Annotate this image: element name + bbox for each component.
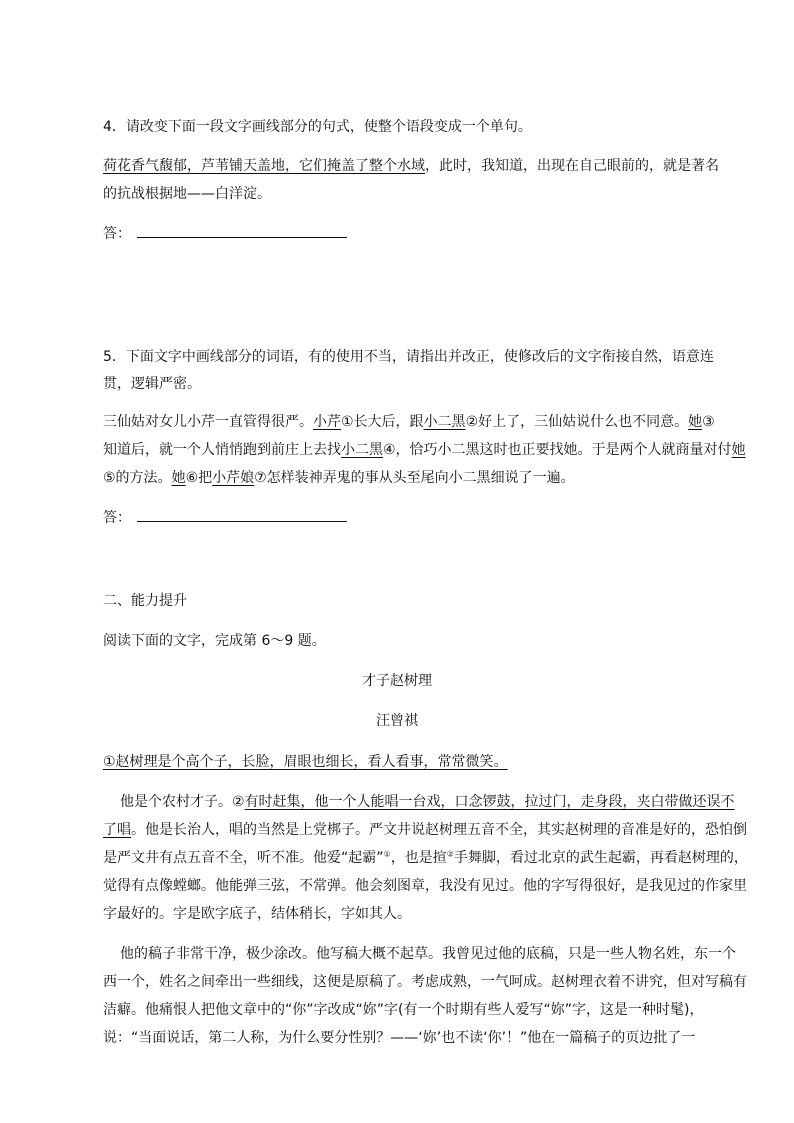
article-p2-line3 (103, 847, 748, 867)
article-p2-line5: 字最好的。字是欧字底子，结体稍长，字如其人。 (103, 906, 411, 922)
q5-text: 三仙姑对女儿小芹一直管得很严。 (103, 414, 313, 430)
article-title: 才子赵树理 (362, 673, 432, 689)
q5-text: ①长大后，跟 (341, 414, 424, 430)
article-p2-line4: 觉得有点像螳螂。他能弹三弦，不常弹。他会刻图章，我没有见过。他的字写得很好，是我见过的作家里 (103, 878, 747, 894)
q5-text: ⑦怎样装神弄鬼的事从头至尾向小二黑细说了一遍。 (254, 470, 575, 486)
article-p3-line3: 洁癖。他痛恨人把他文章中的“你”字改成“妳”字(有一个时期有些人爱写“妳”字，这是一种时髦)， (103, 1002, 704, 1018)
q5-underlined-word: 她 (171, 470, 186, 486)
q5-text: 知道后，就一个人悄悄跑到前庄上去找 (103, 442, 341, 458)
article-p2-line2 (103, 819, 747, 839)
q5-text: ④，恰巧小二黑这时也正要找她。于是两个人就商量对付 (383, 442, 732, 458)
reading-instruction: 阅读下面的文字，完成第 6～9 题。 (103, 633, 326, 649)
q5-answer-label: 答： (103, 510, 131, 526)
q5-answer-row (103, 507, 347, 527)
article-text: ，也是揎 (390, 850, 447, 866)
article-author: 汪曾祺 (376, 713, 418, 729)
q5-underlined-word: 小芹娘 (212, 470, 255, 486)
q4-title: 4．请改变下面一段文字画线部分的句式，使整个语段变成一个单句。 (103, 119, 532, 135)
q5-underlined-word: 她 (688, 414, 703, 430)
q5-passage-line3 (103, 467, 575, 487)
q5-passage-line1 (103, 411, 715, 431)
q5-title-line1: 5．下面文字中画线部分的词语，有的使用不当，请指出并改正，使修改后的文字衔接自然，语意连 (103, 349, 714, 365)
article-text: 他是个农村才子。② (120, 794, 245, 810)
q5-passage-line2 (103, 439, 746, 459)
article-p3-line1: 他的稿子非常干净，极少涂改。他写稿大概不起草。我曾见过他的底稿，只是一些人物名姓，东一个 (120, 946, 736, 962)
q4-underlined-text: 荷花香气馥郁，芦苇铺天盖地，它们掩盖了整个水域 (103, 158, 425, 174)
footnote-marker[interactable]: ① (383, 849, 391, 859)
q5-answer-line[interactable] (137, 507, 347, 522)
q4-passage-line2: 的抗战根据地——白洋淀。 (103, 186, 271, 202)
section-heading: 二、能力提升 (103, 593, 187, 609)
q5-title-line2: 贯，逻辑严密。 (103, 376, 201, 392)
q4-answer-line[interactable] (137, 223, 347, 238)
q5-underlined-word: 小二黑 (341, 442, 383, 458)
article-text: 是严文井有点五音不全，听不准。他爱“起霸” (103, 850, 384, 866)
underlined-sentence: 了唱 (103, 822, 131, 838)
q4-answer-row (103, 223, 347, 243)
q5-text: ⑥把 (185, 470, 213, 486)
q5-underlined-word: 小二黑 (423, 414, 466, 430)
article-text: 。他是长治人，唱的当然是上党梆子。严文井说赵树理五音不全，其实赵树理的音准是好的，恐怕倒 (131, 822, 747, 838)
q4-passage-line1 (103, 155, 719, 175)
article-paragraph-1 (103, 751, 508, 771)
underlined-sentence: 有时赶集，他一个人能唱一台戏，口念锣鼓，拉过门，走身段，夹白带做还误不 (244, 794, 735, 810)
article-p3-line2: 西一个，姓名之间牵出一些细线，这便是原稿了。考虑成熟，一气呵成。赵树理衣着不讲究，但对写稿有 (103, 974, 747, 990)
q5-underlined-word: 小芹 (313, 414, 341, 430)
q5-underlined-word: 她 (731, 442, 746, 458)
article-text: 手舞脚，看过北京的武生起霸，再看赵树理的， (453, 850, 748, 866)
q5-text: ②好上了，三仙姑说什么也不同意。 (465, 414, 689, 430)
q4-answer-label: 答： (103, 226, 131, 242)
q5-text: ③ (702, 414, 715, 430)
footnote-marker[interactable]: ② (446, 849, 454, 859)
q4-passage-rest: ，此时，我知道，出现在自己眼前的，就是著名 (425, 158, 719, 174)
article-p3-line4: 说：“当面说话，第二人称，为什么要分性别？——‘妳’也不读‘你’！”他在一篇稿子的页边批了一 (103, 1030, 696, 1046)
q5-text: ⑤的方法。 (103, 470, 172, 486)
article-p2-line1 (120, 791, 735, 811)
underlined-sentence: ①赵树理是个高个子，长脸，眉眼也细长，看人看事，常常微笑。 (103, 754, 508, 770)
